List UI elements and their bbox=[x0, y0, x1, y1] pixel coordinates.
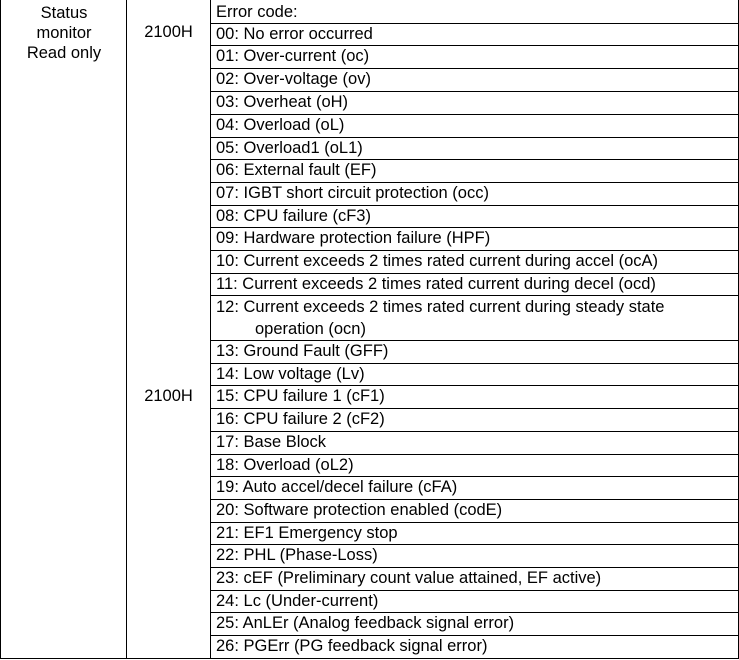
status-label bbox=[1, 3, 127, 63]
error-code-row: 16: CPU failure 2 (cF2) bbox=[211, 409, 738, 432]
error-code-row: 19: Auto accel/decel failure (cFA) bbox=[211, 477, 738, 500]
error-code-row: 25: AnLEr (Analog feedback signal error) bbox=[211, 613, 738, 636]
error-code-row-continuation: operation (ocn) bbox=[255, 320, 366, 338]
error-code-row: 14: Low voltage (Lv) bbox=[211, 364, 738, 386]
status-line: Status bbox=[40, 4, 88, 22]
error-code-row: 04: Overload (oL) bbox=[211, 115, 738, 138]
error-code-row: 06: External fault (EF) bbox=[211, 160, 738, 183]
error-code-column bbox=[211, 0, 738, 658]
error-code-row: 17: Base Block bbox=[211, 432, 738, 455]
error-code-row: 24: Lc (Under-current) bbox=[211, 591, 738, 613]
error-code-row: 11: Current exceeds 2 times rated current during decel (ocd) bbox=[211, 274, 738, 296]
error-code-row-text: 12: Current exceeds 2 times rated current during steady state bbox=[216, 298, 665, 316]
error-code-row: 02: Over-voltage (ov) bbox=[211, 69, 738, 92]
error-code-row: 08: CPU failure (cF3) bbox=[211, 206, 738, 228]
error-code-row: 18: Overload (oL2) bbox=[211, 455, 738, 477]
error-code-header: Error code: bbox=[211, 0, 738, 24]
error-code-row: 26: PGErr (PG feedback signal error) bbox=[216, 637, 488, 655]
error-code-row: 20: Software protection enabled (codE) bbox=[211, 500, 738, 523]
error-code-row: 00: No error occurred bbox=[211, 24, 738, 46]
address-column bbox=[127, 0, 211, 658]
error-code-row: 22: PHL (Phase-Loss) bbox=[211, 545, 738, 568]
address-middle: 2100H bbox=[144, 387, 193, 405]
status-line: monitor bbox=[36, 24, 92, 42]
error-code-row: 10: Current exceeds 2 times rated current during accel (ocA) bbox=[211, 251, 738, 274]
status-column bbox=[1, 0, 127, 658]
error-code-row: 15: CPU failure 1 (cF1) bbox=[211, 386, 738, 409]
error-code-row: 03: Overheat (oH) bbox=[211, 92, 738, 115]
status-line: Read only bbox=[26, 44, 102, 62]
error-code-row: 07: IGBT short circuit protection (occ) bbox=[211, 183, 738, 206]
error-code-row: 13: Ground Fault (GFF) bbox=[211, 341, 738, 364]
address-top: 2100H bbox=[144, 23, 193, 41]
error-code-row: 09: Hardware protection failure (HPF) bbox=[211, 228, 738, 251]
error-code-row bbox=[211, 296, 738, 341]
error-code-row: 21: EF1 Emergency stop bbox=[211, 523, 738, 545]
error-code-row: 23: cEF (Preliminary count value attained, EF active) bbox=[211, 568, 738, 591]
error-code-row: 05: Overload1 (oL1) bbox=[211, 138, 738, 160]
error-code-row: 01: Over-current (oc) bbox=[211, 46, 738, 69]
